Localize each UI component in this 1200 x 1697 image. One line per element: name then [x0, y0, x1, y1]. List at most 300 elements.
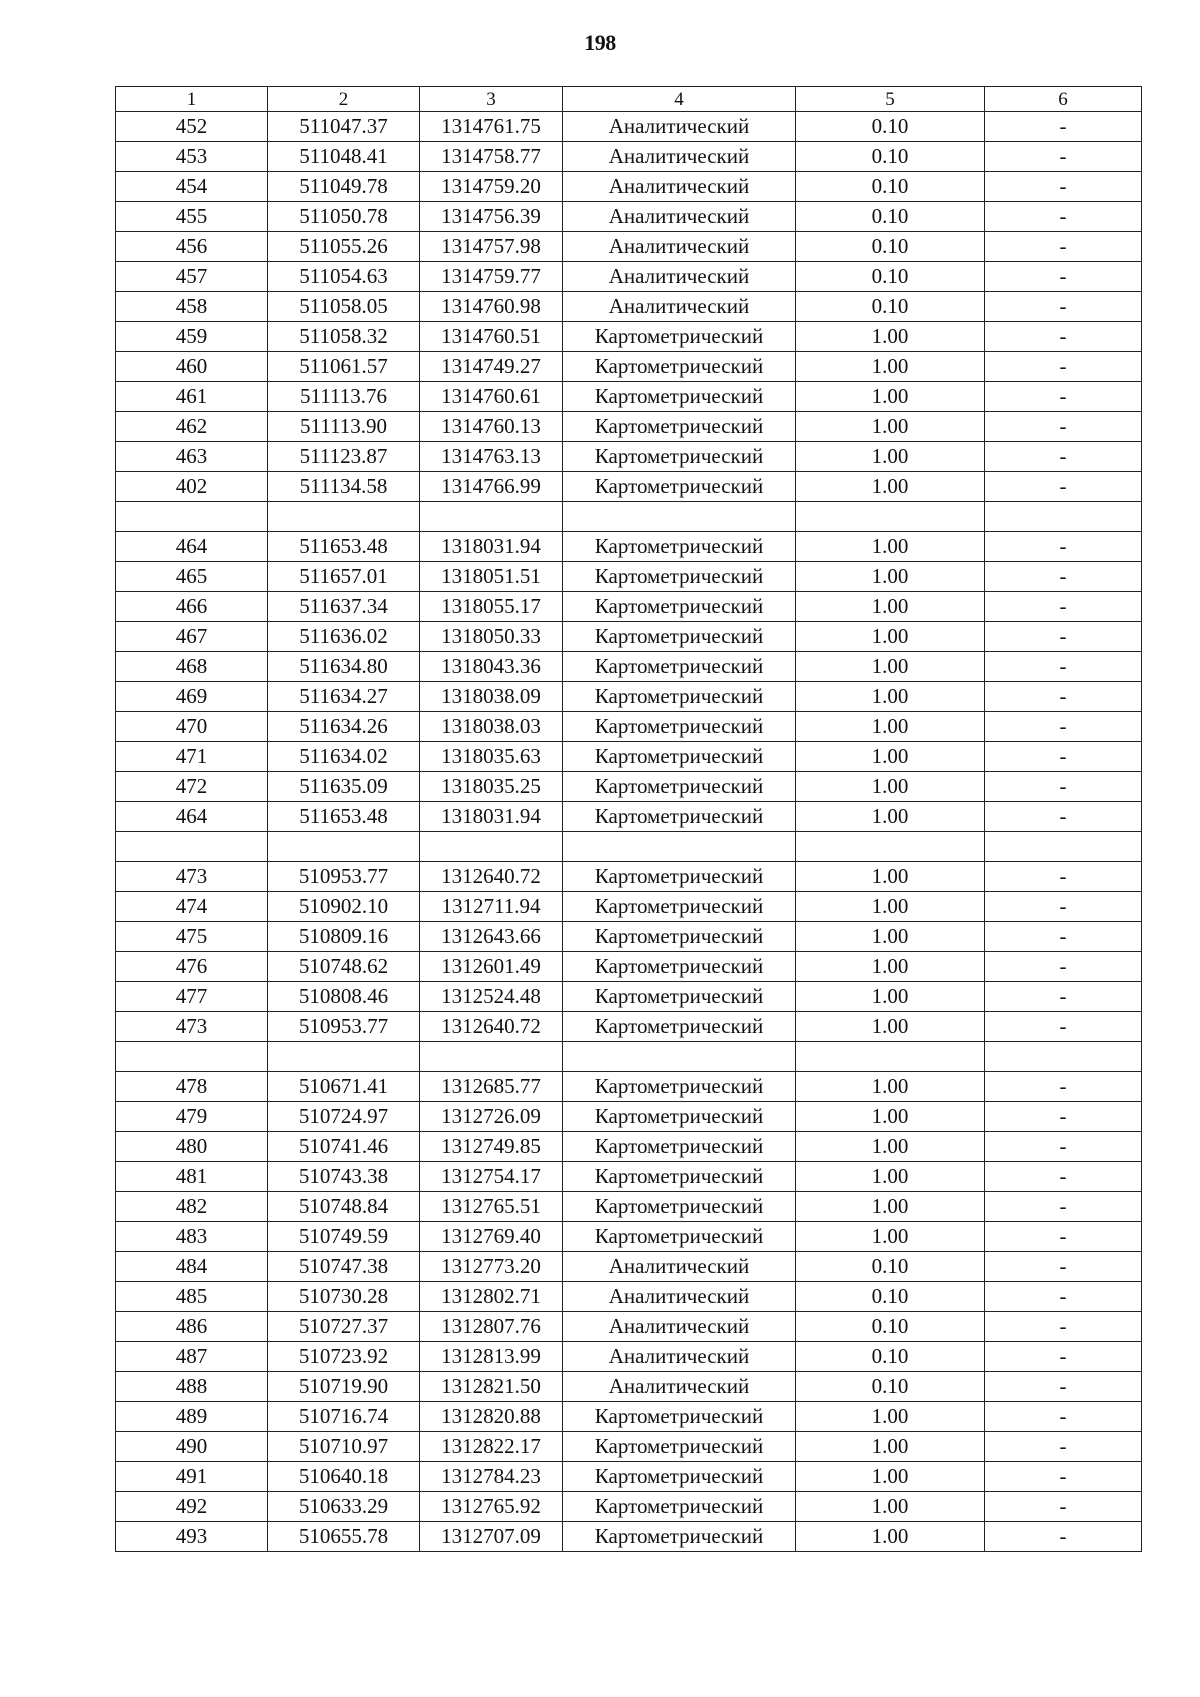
note-cell: - — [985, 802, 1142, 832]
point-number-cell: 492 — [116, 1492, 268, 1522]
x-coordinate-cell: 510743.38 — [268, 1162, 420, 1192]
note-cell: - — [985, 892, 1142, 922]
table-row — [116, 1372, 1142, 1402]
accuracy-cell: 1.00 — [796, 652, 985, 682]
table-row — [116, 772, 1142, 802]
method-cell: Картометрический — [563, 1492, 796, 1522]
x-coordinate-cell — [268, 1042, 420, 1072]
accuracy-cell: 1.00 — [796, 922, 985, 952]
point-number-cell: 463 — [116, 442, 268, 472]
table-row — [116, 352, 1142, 382]
y-coordinate-cell: 1312773.20 — [420, 1252, 563, 1282]
y-coordinate-cell: 1314756.39 — [420, 202, 563, 232]
y-coordinate-cell: 1318035.25 — [420, 772, 563, 802]
note-cell: - — [985, 442, 1142, 472]
table-row — [116, 382, 1142, 412]
x-coordinate-cell: 511058.32 — [268, 322, 420, 352]
note-cell — [985, 832, 1142, 862]
accuracy-cell: 0.10 — [796, 1342, 985, 1372]
note-cell: - — [985, 1222, 1142, 1252]
table-row — [116, 802, 1142, 832]
method-cell — [563, 1042, 796, 1072]
note-cell: - — [985, 712, 1142, 742]
method-cell: Аналитический — [563, 292, 796, 322]
x-coordinate-cell: 510719.90 — [268, 1372, 420, 1402]
note-cell: - — [985, 622, 1142, 652]
table-row — [116, 1042, 1142, 1072]
x-coordinate-cell: 510710.97 — [268, 1432, 420, 1462]
x-coordinate-cell: 511113.76 — [268, 382, 420, 412]
table-row — [116, 622, 1142, 652]
table-row — [116, 442, 1142, 472]
accuracy-cell: 1.00 — [796, 562, 985, 592]
point-number-cell: 470 — [116, 712, 268, 742]
point-number-cell: 454 — [116, 172, 268, 202]
x-coordinate-cell: 511055.26 — [268, 232, 420, 262]
page-number: 198 — [584, 30, 616, 55]
x-coordinate-cell: 511653.48 — [268, 802, 420, 832]
point-number-cell: 493 — [116, 1522, 268, 1552]
accuracy-cell: 1.00 — [796, 1402, 985, 1432]
x-coordinate-cell: 511634.80 — [268, 652, 420, 682]
table-row — [116, 712, 1142, 742]
y-coordinate-cell: 1314763.13 — [420, 442, 563, 472]
y-coordinate-cell: 1314760.13 — [420, 412, 563, 442]
method-cell: Картометрический — [563, 1522, 796, 1552]
accuracy-cell: 1.00 — [796, 1192, 985, 1222]
note-cell: - — [985, 982, 1142, 1012]
x-coordinate-cell: 510723.92 — [268, 1342, 420, 1372]
point-number-cell: 487 — [116, 1342, 268, 1372]
point-number-cell: 473 — [116, 1012, 268, 1042]
accuracy-cell: 1.00 — [796, 532, 985, 562]
method-cell: Картометрический — [563, 1432, 796, 1462]
y-coordinate-cell: 1318051.51 — [420, 562, 563, 592]
point-number-cell: 482 — [116, 1192, 268, 1222]
x-coordinate-cell: 510809.16 — [268, 922, 420, 952]
accuracy-cell: 0.10 — [796, 1252, 985, 1282]
accuracy-cell: 1.00 — [796, 1462, 985, 1492]
accuracy-cell: 0.10 — [796, 1282, 985, 1312]
y-coordinate-cell: 1314761.75 — [420, 112, 563, 142]
note-cell: - — [985, 1072, 1142, 1102]
accuracy-cell — [796, 502, 985, 532]
x-coordinate-cell: 511653.48 — [268, 532, 420, 562]
table-row — [116, 1222, 1142, 1252]
x-coordinate-cell: 510747.38 — [268, 1252, 420, 1282]
method-cell: Картометрический — [563, 1102, 796, 1132]
table-row — [116, 1402, 1142, 1432]
table-row — [116, 742, 1142, 772]
point-number-cell: 461 — [116, 382, 268, 412]
accuracy-cell: 1.00 — [796, 442, 985, 472]
y-coordinate-cell: 1312769.40 — [420, 1222, 563, 1252]
note-cell: - — [985, 772, 1142, 802]
method-cell: Аналитический — [563, 1312, 796, 1342]
accuracy-cell: 1.00 — [796, 1012, 985, 1042]
y-coordinate-cell: 1318055.17 — [420, 592, 563, 622]
x-coordinate-cell: 511054.63 — [268, 262, 420, 292]
table-row — [116, 1312, 1142, 1342]
point-number-cell: 464 — [116, 802, 268, 832]
note-cell: - — [985, 1192, 1142, 1222]
note-cell — [985, 502, 1142, 532]
table-row — [116, 1342, 1142, 1372]
x-coordinate-cell: 511123.87 — [268, 442, 420, 472]
table-row — [116, 862, 1142, 892]
note-cell: - — [985, 172, 1142, 202]
method-cell: Картометрический — [563, 352, 796, 382]
note-cell: - — [985, 592, 1142, 622]
table-header-row — [116, 87, 1142, 112]
note-cell: - — [985, 1462, 1142, 1492]
note-cell: - — [985, 1282, 1142, 1312]
point-number-cell: 473 — [116, 862, 268, 892]
note-cell: - — [985, 1522, 1142, 1552]
x-coordinate-cell: 510902.10 — [268, 892, 420, 922]
point-number-cell: 467 — [116, 622, 268, 652]
method-cell: Картометрический — [563, 562, 796, 592]
accuracy-cell: 1.00 — [796, 1432, 985, 1462]
accuracy-cell: 1.00 — [796, 1162, 985, 1192]
y-coordinate-cell: 1312640.72 — [420, 862, 563, 892]
method-cell: Картометрический — [563, 382, 796, 412]
x-coordinate-cell: 510655.78 — [268, 1522, 420, 1552]
y-coordinate-cell: 1312813.99 — [420, 1342, 563, 1372]
table-row — [116, 892, 1142, 922]
y-coordinate-cell: 1314760.51 — [420, 322, 563, 352]
table-row — [116, 232, 1142, 262]
point-number-cell: 478 — [116, 1072, 268, 1102]
y-coordinate-cell: 1314760.98 — [420, 292, 563, 322]
y-coordinate-cell: 1312707.09 — [420, 1522, 563, 1552]
method-cell: Картометрический — [563, 802, 796, 832]
accuracy-cell: 1.00 — [796, 1132, 985, 1162]
note-cell: - — [985, 742, 1142, 772]
note-cell: - — [985, 382, 1142, 412]
point-number-cell: 474 — [116, 892, 268, 922]
note-cell: - — [985, 1402, 1142, 1432]
table-row — [116, 592, 1142, 622]
x-coordinate-cell: 511134.58 — [268, 472, 420, 502]
method-cell: Аналитический — [563, 112, 796, 142]
note-cell: - — [985, 352, 1142, 382]
accuracy-cell: 0.10 — [796, 202, 985, 232]
note-cell: - — [985, 532, 1142, 562]
method-cell: Картометрический — [563, 922, 796, 952]
y-coordinate-cell: 1318038.03 — [420, 712, 563, 742]
method-cell: Аналитический — [563, 1252, 796, 1282]
table-row — [116, 112, 1142, 142]
x-coordinate-cell: 510633.29 — [268, 1492, 420, 1522]
method-cell: Картометрический — [563, 592, 796, 622]
y-coordinate-cell: 1312524.48 — [420, 982, 563, 1012]
note-cell: - — [985, 1012, 1142, 1042]
x-coordinate-cell: 511637.34 — [268, 592, 420, 622]
accuracy-cell: 0.10 — [796, 232, 985, 262]
y-coordinate-cell: 1314758.77 — [420, 142, 563, 172]
method-cell: Аналитический — [563, 202, 796, 232]
accuracy-cell: 0.10 — [796, 1372, 985, 1402]
accuracy-cell: 1.00 — [796, 322, 985, 352]
table-row — [116, 262, 1142, 292]
point-number-cell: 459 — [116, 322, 268, 352]
accuracy-cell: 1.00 — [796, 682, 985, 712]
y-coordinate-cell: 1314749.27 — [420, 352, 563, 382]
table-row — [116, 532, 1142, 562]
point-number-cell: 490 — [116, 1432, 268, 1462]
x-coordinate-cell: 510749.59 — [268, 1222, 420, 1252]
x-coordinate-cell: 510730.28 — [268, 1282, 420, 1312]
table-row — [116, 1192, 1142, 1222]
table-row — [116, 202, 1142, 232]
x-coordinate-cell: 510953.77 — [268, 1012, 420, 1042]
x-coordinate-cell: 510741.46 — [268, 1132, 420, 1162]
method-cell: Картометрический — [563, 682, 796, 712]
accuracy-cell: 1.00 — [796, 1492, 985, 1522]
note-cell: - — [985, 1372, 1142, 1402]
accuracy-cell: 1.00 — [796, 892, 985, 922]
x-coordinate-cell — [268, 832, 420, 862]
note-cell: - — [985, 1432, 1142, 1462]
y-coordinate-cell: 1312820.88 — [420, 1402, 563, 1432]
point-number-cell: 489 — [116, 1402, 268, 1432]
y-coordinate-cell: 1318050.33 — [420, 622, 563, 652]
accuracy-cell: 0.10 — [796, 142, 985, 172]
note-cell: - — [985, 682, 1142, 712]
coordinates-table — [115, 86, 1142, 1552]
note-cell: - — [985, 1132, 1142, 1162]
point-number-cell: 485 — [116, 1282, 268, 1312]
point-number-cell: 456 — [116, 232, 268, 262]
accuracy-cell: 1.00 — [796, 412, 985, 442]
point-number-cell: 453 — [116, 142, 268, 172]
table-row — [116, 1102, 1142, 1132]
x-coordinate-cell: 511049.78 — [268, 172, 420, 202]
y-coordinate-cell — [420, 1042, 563, 1072]
point-number-cell: 491 — [116, 1462, 268, 1492]
y-coordinate-cell: 1312807.76 — [420, 1312, 563, 1342]
table-row — [116, 322, 1142, 352]
y-coordinate-cell: 1312754.17 — [420, 1162, 563, 1192]
accuracy-cell: 1.00 — [796, 712, 985, 742]
method-cell: Картометрический — [563, 1162, 796, 1192]
table-row — [116, 472, 1142, 502]
point-number-cell: 481 — [116, 1162, 268, 1192]
method-cell: Картометрический — [563, 1072, 796, 1102]
y-coordinate-cell: 1312685.77 — [420, 1072, 563, 1102]
table-row — [116, 1522, 1142, 1552]
table-row — [116, 502, 1142, 532]
note-cell: - — [985, 1252, 1142, 1282]
point-number-cell: 484 — [116, 1252, 268, 1282]
accuracy-cell: 1.00 — [796, 382, 985, 412]
point-number-cell — [116, 502, 268, 532]
accuracy-cell: 0.10 — [796, 112, 985, 142]
method-cell: Картометрический — [563, 1462, 796, 1492]
x-coordinate-cell — [268, 502, 420, 532]
point-number-cell: 486 — [116, 1312, 268, 1342]
y-coordinate-cell: 1314757.98 — [420, 232, 563, 262]
method-cell: Аналитический — [563, 262, 796, 292]
table-row — [116, 982, 1142, 1012]
y-coordinate-cell: 1312765.92 — [420, 1492, 563, 1522]
method-cell: Картометрический — [563, 1192, 796, 1222]
method-cell — [563, 832, 796, 862]
accuracy-cell — [796, 832, 985, 862]
point-number-cell: 488 — [116, 1372, 268, 1402]
note-cell: - — [985, 862, 1142, 892]
y-coordinate-cell: 1312640.72 — [420, 1012, 563, 1042]
method-cell: Картометрический — [563, 622, 796, 652]
y-coordinate-cell: 1318031.94 — [420, 532, 563, 562]
point-number-cell: 460 — [116, 352, 268, 382]
note-cell: - — [985, 1492, 1142, 1522]
table-row — [116, 1462, 1142, 1492]
note-cell: - — [985, 292, 1142, 322]
note-cell: - — [985, 112, 1142, 142]
y-coordinate-cell: 1312784.23 — [420, 1462, 563, 1492]
method-cell: Картометрический — [563, 442, 796, 472]
method-cell: Аналитический — [563, 172, 796, 202]
method-cell: Картометрический — [563, 322, 796, 352]
table-row — [116, 142, 1142, 172]
note-cell: - — [985, 142, 1142, 172]
note-cell: - — [985, 202, 1142, 232]
accuracy-cell: 0.10 — [796, 292, 985, 322]
table-row — [116, 1162, 1142, 1192]
y-coordinate-cell: 1312643.66 — [420, 922, 563, 952]
method-cell: Аналитический — [563, 1372, 796, 1402]
point-number-cell: 455 — [116, 202, 268, 232]
accuracy-cell: 1.00 — [796, 622, 985, 652]
table-row — [116, 952, 1142, 982]
method-cell: Картометрический — [563, 472, 796, 502]
accuracy-cell — [796, 1042, 985, 1072]
y-coordinate-cell: 1312821.50 — [420, 1372, 563, 1402]
point-number-cell: 465 — [116, 562, 268, 592]
accuracy-cell: 1.00 — [796, 472, 985, 502]
x-coordinate-cell: 510640.18 — [268, 1462, 420, 1492]
table-row — [116, 1252, 1142, 1282]
note-cell: - — [985, 562, 1142, 592]
method-cell: Картометрический — [563, 892, 796, 922]
x-coordinate-cell: 511634.27 — [268, 682, 420, 712]
method-cell: Картометрический — [563, 742, 796, 772]
y-coordinate-cell: 1318038.09 — [420, 682, 563, 712]
table-row — [116, 922, 1142, 952]
column-header: 1 — [116, 87, 268, 112]
x-coordinate-cell: 511048.41 — [268, 142, 420, 172]
point-number-cell: 475 — [116, 922, 268, 952]
table-row — [116, 412, 1142, 442]
table-row — [116, 1012, 1142, 1042]
y-coordinate-cell: 1312726.09 — [420, 1102, 563, 1132]
point-number-cell: 462 — [116, 412, 268, 442]
y-coordinate-cell: 1312711.94 — [420, 892, 563, 922]
y-coordinate-cell: 1312822.17 — [420, 1432, 563, 1462]
point-number-cell: 483 — [116, 1222, 268, 1252]
method-cell: Картометрический — [563, 1012, 796, 1042]
accuracy-cell: 0.10 — [796, 262, 985, 292]
table-row — [116, 682, 1142, 712]
y-coordinate-cell: 1314766.99 — [420, 472, 563, 502]
note-cell: - — [985, 262, 1142, 292]
table-row — [116, 1432, 1142, 1462]
column-header: 5 — [796, 87, 985, 112]
method-cell: Картометрический — [563, 532, 796, 562]
x-coordinate-cell: 510808.46 — [268, 982, 420, 1012]
x-coordinate-cell: 511050.78 — [268, 202, 420, 232]
point-number-cell — [116, 1042, 268, 1072]
method-cell: Картометрический — [563, 652, 796, 682]
accuracy-cell: 1.00 — [796, 772, 985, 802]
method-cell: Картометрический — [563, 1402, 796, 1432]
y-coordinate-cell: 1314760.61 — [420, 382, 563, 412]
point-number-cell: 458 — [116, 292, 268, 322]
point-number-cell: 476 — [116, 952, 268, 982]
table-row — [116, 172, 1142, 202]
point-number-cell: 472 — [116, 772, 268, 802]
method-cell: Аналитический — [563, 1282, 796, 1312]
x-coordinate-cell: 511634.26 — [268, 712, 420, 742]
note-cell: - — [985, 232, 1142, 262]
point-number-cell: 477 — [116, 982, 268, 1012]
y-coordinate-cell: 1312765.51 — [420, 1192, 563, 1222]
column-header: 4 — [563, 87, 796, 112]
accuracy-cell: 1.00 — [796, 952, 985, 982]
y-coordinate-cell: 1318035.63 — [420, 742, 563, 772]
note-cell: - — [985, 1102, 1142, 1132]
point-number-cell: 466 — [116, 592, 268, 622]
x-coordinate-cell: 510953.77 — [268, 862, 420, 892]
table-row — [116, 1492, 1142, 1522]
point-number-cell: 469 — [116, 682, 268, 712]
table-row — [116, 562, 1142, 592]
point-number-cell: 471 — [116, 742, 268, 772]
accuracy-cell: 1.00 — [796, 1222, 985, 1252]
column-header: 2 — [268, 87, 420, 112]
accuracy-cell: 1.00 — [796, 1102, 985, 1132]
column-header: 3 — [420, 87, 563, 112]
y-coordinate-cell: 1314759.20 — [420, 172, 563, 202]
x-coordinate-cell: 510727.37 — [268, 1312, 420, 1342]
method-cell: Картометрический — [563, 412, 796, 442]
x-coordinate-cell: 510748.62 — [268, 952, 420, 982]
point-number-cell: 402 — [116, 472, 268, 502]
table-row — [116, 1132, 1142, 1162]
method-cell: Картометрический — [563, 982, 796, 1012]
accuracy-cell: 1.00 — [796, 1522, 985, 1552]
note-cell: - — [985, 1162, 1142, 1192]
point-number-cell: 479 — [116, 1102, 268, 1132]
y-coordinate-cell: 1312802.71 — [420, 1282, 563, 1312]
accuracy-cell: 1.00 — [796, 1072, 985, 1102]
note-cell: - — [985, 952, 1142, 982]
note-cell — [985, 1042, 1142, 1072]
x-coordinate-cell: 511634.02 — [268, 742, 420, 772]
coordinates-table-body — [116, 87, 1142, 1552]
method-cell: Аналитический — [563, 142, 796, 172]
x-coordinate-cell: 511058.05 — [268, 292, 420, 322]
method-cell — [563, 502, 796, 532]
table-row — [116, 292, 1142, 322]
accuracy-cell: 0.10 — [796, 1312, 985, 1342]
method-cell: Картометрический — [563, 772, 796, 802]
x-coordinate-cell: 511636.02 — [268, 622, 420, 652]
column-header: 6 — [985, 87, 1142, 112]
note-cell: - — [985, 412, 1142, 442]
